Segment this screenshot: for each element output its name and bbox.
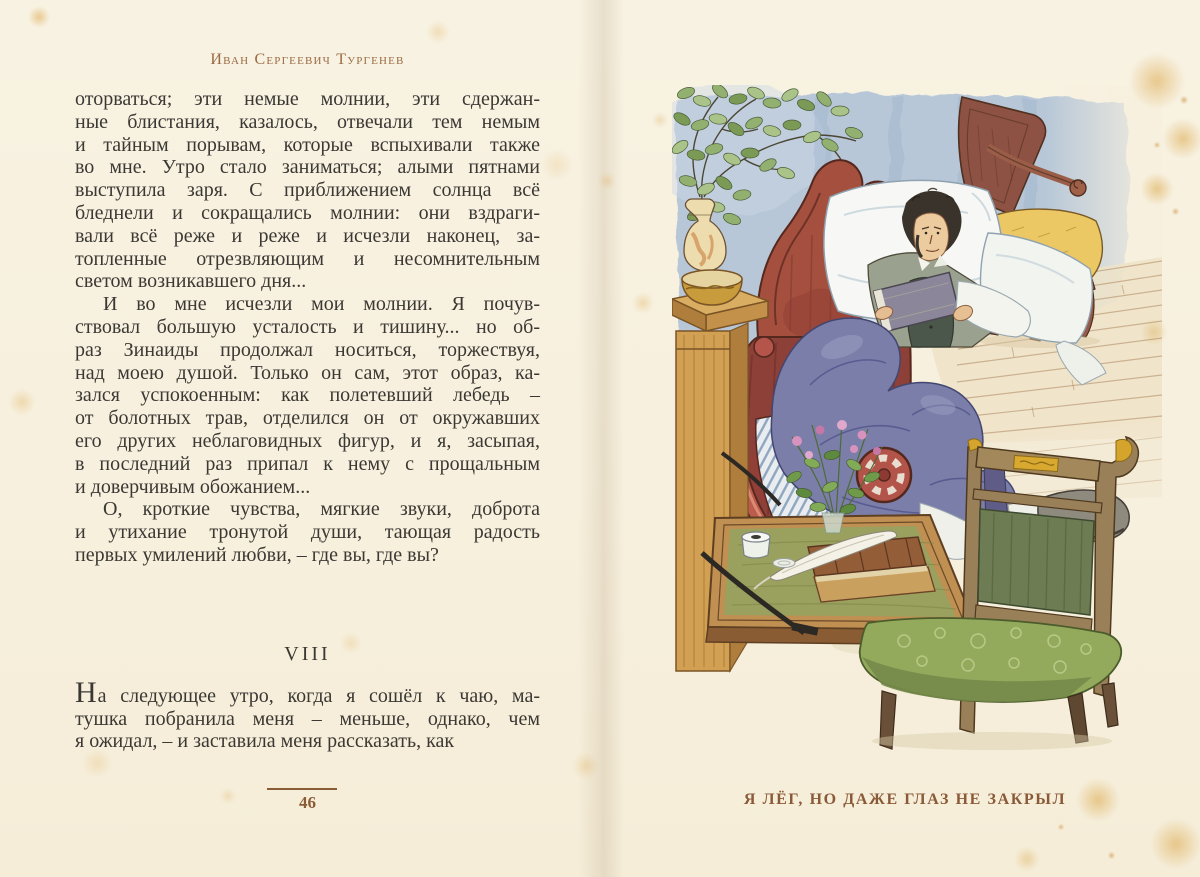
paragraph [75,88,540,293]
text-line: тушка побранила меня – меньше, однако, чем [75,707,540,730]
text-line: его других неблаговидных фигур, и я, засыпая, [75,429,540,452]
foxing-stain [28,6,50,28]
text-line: и утихание тронутой души, тающая радость [75,521,540,544]
foxing-stain [1058,824,1064,830]
foxing-stain [426,20,450,44]
green-cushion [860,618,1121,702]
running-header: Иван Сергеевич Тургенев [210,51,405,68]
foxing-stain [1180,96,1188,104]
text-line: На следующее утро, когда я сошёл к чаю, ма- [75,675,540,709]
foxing-stain [652,112,668,128]
paragraph [75,675,540,753]
paragraph [75,293,540,498]
text-line: бледнели и сокращались молнии: они вздраги- [75,201,540,224]
text-line: вали всё реже и реже и исчезли наконец, за- [75,224,540,247]
foxing-stain [540,148,574,182]
foxing-stain [1108,852,1115,859]
text-line: и доверчивым обожанием... [75,475,311,498]
text-line: ствовал большую усталость и тишину... но об- [75,315,540,338]
foxing-stain [1172,208,1179,215]
paragraph [75,498,540,566]
foxing-stain [1150,818,1200,870]
text-line: И во мне исчезли мои молнии. Я почув- [103,293,540,316]
illustration-caption: Я ЛЁГ, НО ДАЖЕ ГЛАЗ НЕ ЗАКРЫЛ [743,791,1067,808]
text-line: я ожидал, – и заставила меня рассказать, как [75,730,455,753]
page-number: 46 [299,793,316,812]
text-column [75,88,540,753]
foxing-stain [8,388,36,416]
foxing-stain [1014,846,1040,872]
text-line: первых умилений любви, – где вы, где вы? [75,543,439,566]
text-line: выступила заря. С приближением солнца всё [75,179,540,202]
foxing-stain [632,292,654,314]
text-line: светом возникавшего дня... [75,270,307,293]
text-line: О, кроткие чувства, мягкие звуки, доброта [103,498,540,521]
text-line: оторваться; эти немые молнии, эти сдержан- [75,88,540,110]
illustration [672,85,1162,765]
text-line: от болотных трав, отделился он от окружавших [75,407,540,430]
footer-rule [267,788,337,790]
small-dish [773,559,795,568]
bed-finial [754,337,774,357]
chapter-heading: VIII [284,642,331,665]
text-line: топленные отрезвляющим и несомнительным [75,247,540,270]
text-line: над моею душой. Только он сам, этот образ, ка- [75,361,540,384]
foxing-stain [1162,118,1200,160]
text-line: и тайным порывам, которые вспыхивали также [75,133,540,156]
text-line: в последний раз припал к нему с прощальным [75,452,540,475]
text-line: во мне. Утро стало заниматься; алыми пятнами [75,156,540,179]
inkwell [742,532,770,558]
text-line: зался успокоенным: как полетевший лебедь – [75,384,540,407]
text-line: раз Зинаиды продолжал носиться, торжествуя, [75,338,540,361]
drop-cap: Н [75,675,97,709]
page-gutter-shadow [578,0,624,877]
text-line: ные блистания, казалось, отвечали тем немым [75,110,540,133]
